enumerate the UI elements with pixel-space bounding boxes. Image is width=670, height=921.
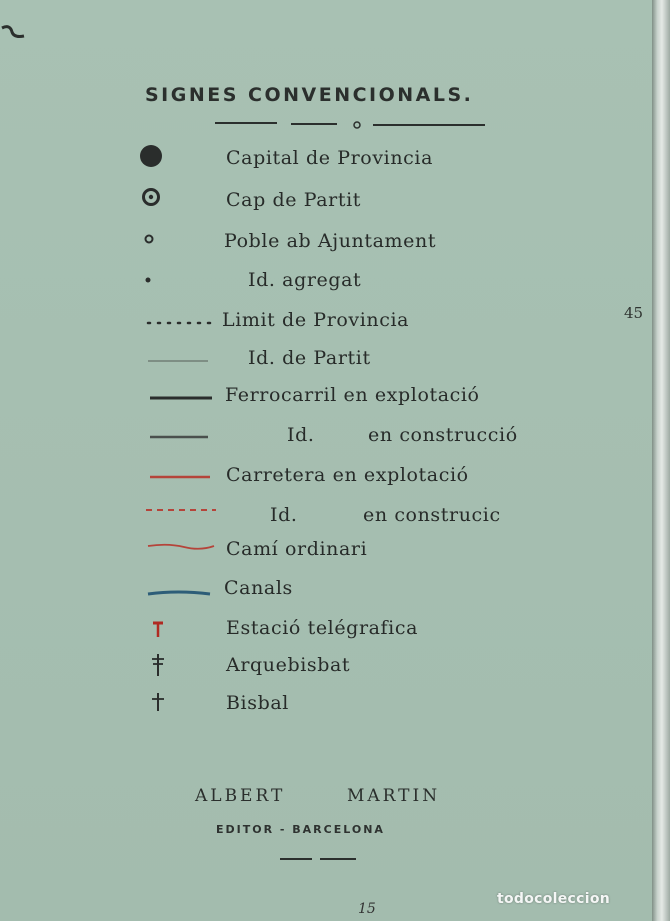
red-dashed-line-icon <box>138 500 218 530</box>
thin-line-icon <box>138 343 218 373</box>
legend-label-secondary: en construcic <box>363 504 501 526</box>
double-cross-icon <box>138 650 218 680</box>
legend-label-secondary: en construcció <box>368 424 518 446</box>
legend-item <box>0 613 640 643</box>
blue-line-icon <box>138 573 218 603</box>
sheet-edge <box>652 0 670 921</box>
legend-label: Estació telégrafica <box>226 617 419 639</box>
legend-label: Bisbal <box>226 692 289 714</box>
publisher-location: EDITOR - BARCELONA <box>216 823 385 836</box>
thick-line-icon <box>138 380 218 410</box>
corner-fragment-icon <box>0 22 26 42</box>
legend-label: Carretera en explotació <box>226 464 469 486</box>
publisher-ornament <box>280 855 360 863</box>
legend-item <box>0 185 640 215</box>
cross-icon <box>138 688 218 718</box>
legend-item <box>0 573 640 603</box>
grey-line-icon <box>138 420 218 450</box>
small-dot-icon <box>138 265 218 295</box>
legend-item <box>0 343 640 373</box>
legend-label: Cap de Partit <box>226 189 362 211</box>
legend-label: Limit de Provincia <box>222 309 410 331</box>
legend-label: Canals <box>224 577 293 599</box>
legend-label: Camí ordinari <box>226 538 368 560</box>
legend-label: Arquebisbat <box>226 654 351 676</box>
telegraph-icon <box>138 613 218 643</box>
legend-label: Ferrocarril en explotació <box>225 384 480 406</box>
legend-label: Id. agregat <box>248 269 362 291</box>
legend-item <box>0 226 640 256</box>
legend-item <box>0 265 640 295</box>
title-ornament <box>215 119 487 133</box>
legend-item <box>0 420 640 450</box>
watermark: todocoleccion <box>497 891 611 907</box>
publisher-first-name: ALBERT <box>195 786 286 806</box>
margin-number: 45 <box>624 304 644 322</box>
red-line-icon <box>138 460 218 490</box>
red-curve-line-icon <box>138 534 218 564</box>
legend-item <box>0 305 640 335</box>
legend-item <box>0 688 640 718</box>
page-number: 15 <box>358 901 376 917</box>
legend-item <box>0 534 640 564</box>
legend-label: Poble ab Ajuntament <box>224 230 437 252</box>
legend-item <box>0 143 640 173</box>
publisher-last-name: MARTIN <box>347 786 441 806</box>
legend-label: Capital de Provincia <box>226 147 434 169</box>
legend-title: SIGNES CONVENCIONALS. <box>145 84 474 106</box>
legend-item <box>0 460 640 490</box>
legend-item <box>0 380 640 410</box>
legend-label: Id. <box>287 424 315 446</box>
legend-item <box>0 500 640 530</box>
legend-label: Id. <box>270 504 298 526</box>
filled-dot-icon <box>138 143 218 173</box>
legend-label: Id. de Partit <box>248 347 371 369</box>
small-circle-icon <box>138 226 218 256</box>
ring-dot-icon <box>138 185 218 215</box>
legend-item <box>0 650 640 680</box>
dotted-line-icon <box>138 305 218 335</box>
